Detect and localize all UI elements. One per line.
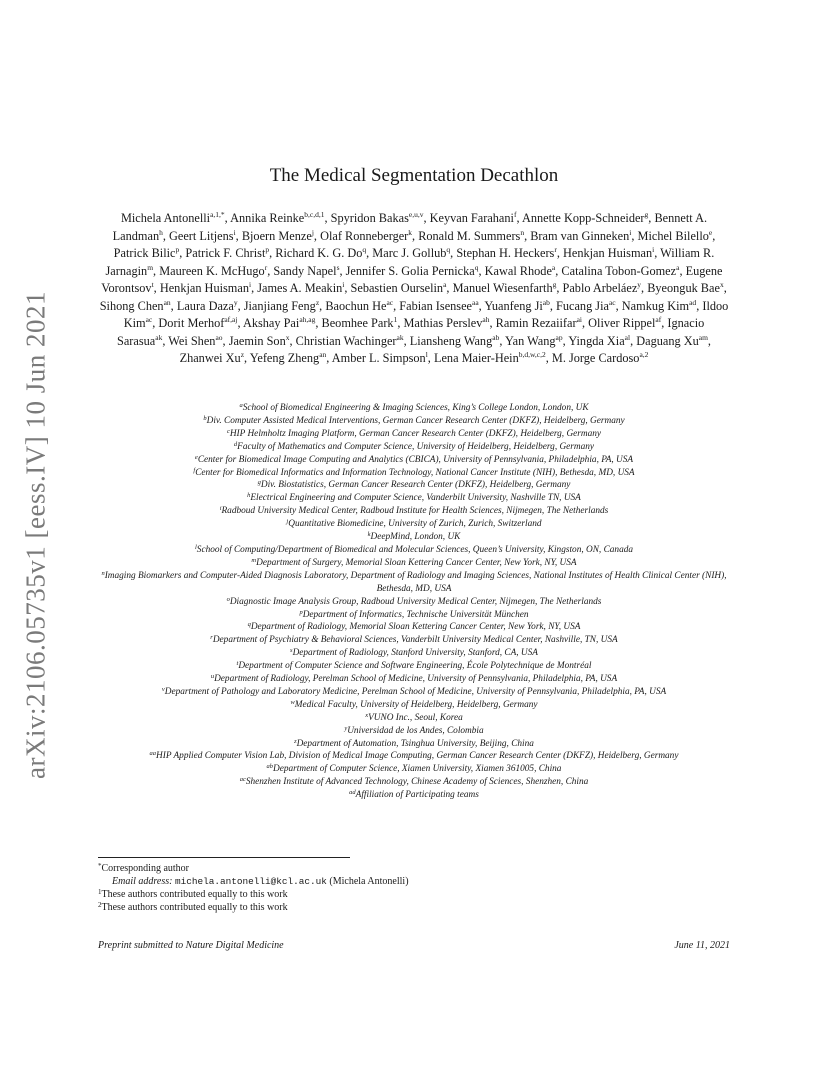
author-affiliation-mark: y <box>233 297 238 307</box>
affiliation-mark: e <box>194 453 198 461</box>
author-name: Henkjan Huisman <box>563 246 653 260</box>
affiliation <box>98 621 730 634</box>
author-name: Yefeng Zheng <box>249 351 320 365</box>
author-affiliation-mark: ak <box>155 332 163 342</box>
author-name: Manuel Wiesenfarth <box>452 281 553 295</box>
affiliation-mark: u <box>210 673 215 681</box>
author-name: Kawal Rhode <box>484 263 552 278</box>
author-name: Daguang Xu <box>636 333 699 348</box>
affiliation-text: Imaging Biomarkers and Computer-Aided Diagnosis Laboratory, Department of Radiology and Imaging Sciences, National Institutes of Health Clinical Center (NIH), Bethesda, MD, USA <box>104 570 727 594</box>
author-affiliation-mark: y <box>637 280 642 289</box>
affiliation-mark: z <box>294 737 297 745</box>
author-name: Baochun He <box>325 298 387 313</box>
author-list: Michela Antonelli$^{a,1,*}$, Annika Reinke$^{b,c,d,1}$, Spyridon Bakas$^{e,u,v}$, Keyvan Farahani$^f$, Annette Kopp-Schneider$^g$, Bennett A. Landman$^h$, Geert Litjens$^i$, Bjoern Menze$^j$, Olaf Ronneberger$^k$, Ronald M. Summers$^n$, Bram van Ginneken$^i$, Michel Bilello$^e$, Patrick Bilic$^p$, Patrick F. Christ$^p$, Richard K. G. Do$^q$, Marc J. Gollub$^q$, Stephan H. Heckers$^r$, Henkjan Huisman$^i$, William R. Jarnagin$^m$, Maureen K. McHugo$^r$, Sandy Napel$^s$, Jennifer S. Golia Pernicka$^q$, Kawal Rhode$^a$, Catalina Tobon-Gomez$^a$, Eugene Vorontsov$^t$, Henkjan Huisman$^i$, James A. Meakin$^i$, Sebastien Ourselin$^a$, Manuel Wiesenfarth$^g$, Pablo Arbeláez$^y$, Byeonguk Bae$^x$, Sihong Chen$^{an}$, Laura Daza$^y$, Jianjiang Feng$^z$, Baochun $He^{ac}$, Fabian Isensee$^{aa}$, Yuanfeng $Ji^{ab}$, Fucang Jia$^{ac}$, Namkug Kim$^{ad}$, Ildoo Kim$^{ac}$, Dorit Merhof$^{af,aj}$, Akshay Pai$^{ah,ag}$, Beomhee Park$^1$, Mathias Perslev$^{ah}$, Ramin Rezaiifar$^{ai}$, Oliver Rippel$^{af}$, Ignacio Sarasua$^{ak}$, Wei Shen$^{ao}$, Jaemin Son$^x$, Christian Wachinger$^{ak}$, Liansheng Wang$^{ab}$, Yan Wang$^{ap}$, Yingda Xia$^{al}$, Daguang $Xu^{am}$, Zhanwei Xu$^z$, Yefeng Zheng$^{an}$, Amber L. Simpson$^l$, Lena Maier-Hein$^{b,d,w,c,2}$, M. Jorge Cardoso$^{a,2}$ <box>99 210 729 365</box>
author-affiliation-mark: e <box>708 227 713 237</box>
author <box>563 281 642 295</box>
author <box>180 351 244 365</box>
affiliation-text: Shenzhen Institute of Advanced Technology, Chinese Academy of Sciences, Shenzhen, China <box>245 777 589 788</box>
author-name: Bjoern Menze <box>241 228 312 243</box>
author <box>522 211 648 225</box>
affiliation-text: Medical Faculty, University of Heidelberg, Heidelberg, Germany <box>294 699 538 710</box>
footer-date: June 11, 2021 <box>674 940 730 951</box>
author-affiliation-mark: e,u,v <box>408 210 424 219</box>
author <box>561 264 679 278</box>
author-name: Jaemin Son <box>228 333 286 348</box>
author <box>418 229 524 243</box>
author-name: Geert Litjens <box>169 228 234 243</box>
author-name: Ronald M. Summers <box>418 228 521 243</box>
author-affiliation-mark: ab <box>492 332 500 342</box>
affiliation-mark: m <box>251 556 257 564</box>
affiliation <box>98 634 730 647</box>
author-affiliation-mark: ah <box>482 315 490 324</box>
author <box>622 299 696 313</box>
author-affiliation-mark: ac <box>386 297 394 307</box>
author <box>505 334 563 348</box>
affiliation-text: Department of Surgery, Memorial Sloan Kettering Cancer Center, New York, NY, USA <box>256 557 577 568</box>
author-affiliation-mark: an <box>163 297 171 307</box>
email-address[interactable]: michela.antonelli@kcl.ac.uk <box>174 876 327 887</box>
affiliation-mark: p <box>299 608 303 616</box>
affiliation-text: School of Biomedical Engineering & Imaging Sciences, King’s College London, London, UK <box>242 403 589 413</box>
footnotes <box>98 862 730 914</box>
affiliation <box>98 570 730 596</box>
affiliation-mark: r <box>210 634 213 642</box>
author <box>434 351 546 365</box>
affiliation-text: DeepMind, London, UK <box>370 532 461 543</box>
author-affiliation-mark: aa <box>472 297 479 307</box>
author <box>552 351 649 365</box>
author-affiliation-mark: p <box>265 245 270 254</box>
author-affiliation-mark: f <box>513 210 517 219</box>
affiliation-text: School of Computing/Department of Biomedical and Molecular Sciences, Queen’s University, Kingston, ON, Canada <box>196 544 634 555</box>
author <box>243 316 315 330</box>
author-affiliation-mark: s <box>336 262 340 272</box>
affiliation <box>98 454 730 467</box>
affiliation <box>98 479 730 492</box>
affiliation <box>98 725 730 738</box>
affiliation-text: Universidad de los Andes, Colombia <box>347 725 484 736</box>
author-affiliation-mark: i <box>248 280 252 289</box>
author-affiliation-mark: j <box>311 227 314 237</box>
affiliation <box>98 467 730 480</box>
author-name: Liansheng Wang <box>409 333 493 348</box>
affiliation-mark: i <box>219 505 222 513</box>
affiliation-mark: v <box>161 685 165 693</box>
author-affiliation-mark: q <box>446 245 451 254</box>
affiliation <box>98 660 730 673</box>
author-name: Richard K. G. Do <box>275 246 363 260</box>
affiliation-mark: t <box>236 660 239 668</box>
affiliation <box>98 789 730 802</box>
affiliation <box>98 415 730 428</box>
author <box>229 334 290 348</box>
author-name: Wei Shen <box>168 333 216 348</box>
author-name: Yuanfeng Ji <box>484 298 543 313</box>
author-affiliation-mark: ah,ag <box>299 315 316 324</box>
affiliation-mark: ac <box>239 776 246 784</box>
author-name: Beomhee Park <box>321 316 394 330</box>
author-affiliation-mark: x <box>719 280 724 289</box>
affiliation-list <box>98 402 730 802</box>
author-name: Laura Daza <box>176 298 234 313</box>
author-name: James A. Meakin <box>257 281 343 295</box>
affiliation-text: Department of Psychiatry & Behavioral Sciences, Vanderbilt University Medical Center, Nashville, TN, USA <box>212 635 618 646</box>
author-affiliation-mark: af,aj <box>224 315 238 324</box>
affiliation-mark: h <box>247 492 251 500</box>
author-affiliation-mark: b,c,d,1 <box>304 210 325 219</box>
affiliation-text: Department of Computer Science and Software Engineering, École Polytechnique de Montréal <box>238 661 592 672</box>
affiliation-text: Department of Radiology, Perelman School of Medicine, University of Pennsylvania, Philadelphia, PA, USA <box>214 674 618 685</box>
corresponding-author-note: *Corresponding author <box>98 862 189 874</box>
author-affiliation-mark: ak <box>396 332 404 342</box>
affiliation-mark: w <box>290 698 295 706</box>
equal-contribution-note-2: $^2$These authors contributed equally to this work <box>98 901 288 913</box>
author-affiliation-mark: i <box>342 280 345 289</box>
author-name: Christian Wachinger <box>295 333 397 348</box>
author <box>158 316 237 330</box>
author-affiliation-mark: q <box>362 245 367 254</box>
affiliation <box>98 763 730 776</box>
affiliation-text: HIP Applied Computer Vision Lab, Division of Medical Image Computing, German Cancer Research Center (DKFZ), Heidelberg, Germany <box>156 751 679 762</box>
email-line <box>98 875 730 888</box>
author-affiliation-mark: b,d,w,c,2 <box>518 350 546 359</box>
author-affiliation-mark: ao <box>215 332 223 342</box>
author <box>351 281 447 295</box>
author-name: Maureen K. McHugo <box>159 263 265 278</box>
author <box>588 316 661 330</box>
affiliation-text: Radboud University Medical Center, Radboud Institute for Health Sciences, Nijmegen, The Netherlands <box>221 506 609 517</box>
author-name: Jennifer S. Golia Pernicka <box>345 263 475 278</box>
affiliation <box>98 557 730 570</box>
author <box>320 229 412 243</box>
author-name: Mathias Perslev <box>403 316 483 330</box>
author-name: Patrick Bilic <box>113 246 176 260</box>
author <box>325 299 393 313</box>
paper-title: The Medical Segmentation Decathlon <box>269 165 559 186</box>
author-name: Annika Reinke <box>230 211 305 225</box>
author-name: Fucang Jia <box>556 298 609 313</box>
author-name: Ramin Rezaiifar <box>495 316 577 330</box>
author <box>399 299 478 313</box>
author <box>275 246 366 260</box>
author <box>168 334 222 348</box>
author-affiliation-mark: i <box>233 227 236 237</box>
author <box>484 299 550 313</box>
author-name: Henkjan Huisman <box>159 281 249 295</box>
author-name: Annette Kopp-Schneider <box>521 211 645 225</box>
author-name: Fabian Isensee <box>399 298 472 313</box>
preprint-note: Preprint submitted to Nature Digital Medicine <box>98 940 284 951</box>
affiliation-mark: q <box>247 621 251 629</box>
author <box>410 334 500 348</box>
author-affiliation-mark: al <box>624 332 631 342</box>
affiliation-text: Center for Biomedical Informatics and Information Technology, National Cancer Institute (NIH), Bethesda, MD, USA <box>195 467 635 478</box>
author <box>346 264 479 278</box>
author <box>638 229 713 243</box>
author-affiliation-mark: x <box>285 332 290 342</box>
author-name: Yan Wang <box>505 333 556 348</box>
author-affiliation-mark: t <box>151 280 154 289</box>
affiliation-mark: o <box>226 595 230 603</box>
affiliation <box>98 402 730 415</box>
author <box>159 264 267 278</box>
author <box>169 229 236 243</box>
affiliation <box>98 686 730 699</box>
author-name: Ignacio Sarasua <box>116 316 705 348</box>
affiliation-mark: a <box>239 402 243 409</box>
affiliation <box>98 750 730 763</box>
author <box>230 211 324 225</box>
author-affiliation-mark: h <box>159 227 163 237</box>
affiliation <box>98 776 730 789</box>
author-affiliation-mark: ac <box>145 315 153 324</box>
author <box>296 334 404 348</box>
affiliation <box>98 647 730 660</box>
affiliation-text: VUNO Inc., Seoul, Korea <box>368 712 463 723</box>
affiliation-mark: d <box>233 440 238 448</box>
affiliation <box>98 531 730 544</box>
author-name: Dorit Merhof <box>158 316 225 330</box>
author <box>372 246 450 260</box>
author-affiliation-mark: p <box>175 245 180 254</box>
author-affiliation-mark: a,2 <box>639 350 649 359</box>
author-affiliation-mark: a <box>676 262 680 272</box>
author-name: Catalina Tobon-Gomez <box>561 263 677 278</box>
author-affiliation-mark: 1 <box>393 315 398 324</box>
affiliation <box>98 738 730 751</box>
author-affiliation-mark: ac <box>608 297 616 307</box>
author-name: Jianjiang Feng <box>243 298 316 313</box>
affiliation-mark: ad <box>349 789 356 797</box>
page-footer <box>98 940 730 951</box>
affiliation-text: Center for Biomedical Image Computing and Analytics (CBICA), University of Pennsylvania, Philadelphia, PA, USA <box>197 454 634 465</box>
author-affiliation-mark: ab <box>542 297 550 307</box>
affiliation <box>98 596 730 609</box>
author-affiliation-mark: q <box>474 262 479 272</box>
affiliation <box>98 492 730 505</box>
author-name: Olaf Ronneberger <box>320 228 409 243</box>
affiliation <box>98 544 730 557</box>
author-affiliation-mark: g <box>644 210 649 219</box>
affiliation-mark: x <box>365 711 369 719</box>
affiliation-text: Diagnostic Image Analysis Group, Radboud University Medical Center, Nijmegen, The Netherlands <box>229 596 602 607</box>
author-affiliation-mark: z <box>315 297 320 307</box>
author <box>322 316 398 330</box>
email-owner: (Michela Antonelli) <box>329 876 409 887</box>
author <box>244 299 319 313</box>
author <box>647 281 724 295</box>
affiliation-mark: y <box>344 724 348 732</box>
author-name: Akshay Pai <box>242 316 300 330</box>
author-affiliation-mark: r <box>264 262 268 272</box>
author-affiliation-mark: z <box>240 350 245 359</box>
author <box>568 334 630 348</box>
author-affiliation-mark: am <box>698 332 708 342</box>
footnote-divider <box>98 857 350 858</box>
author-name: Sihong Chen <box>99 298 164 313</box>
affiliation-text: Department of Informatics, Technische Universität München <box>302 609 529 620</box>
affiliation-mark: s <box>290 647 293 655</box>
author-name: Michela Antonelli <box>120 211 211 225</box>
author <box>485 264 556 278</box>
author-name: Patrick F. Christ <box>185 246 266 260</box>
affiliation-text: Electrical Engineering and Computer Science, Vanderbilt University, Nashville TN, USA <box>250 493 581 504</box>
author-name: Yingda Xia <box>568 333 625 348</box>
affiliation-mark: g <box>257 479 261 487</box>
author-affiliation-mark: l <box>425 350 428 359</box>
equal-contribution-note-1: $^1$These authors contributed equally to this work <box>98 888 288 900</box>
author-name: Byeonguk Bae <box>647 281 720 295</box>
author <box>160 281 251 295</box>
affiliation-mark: j <box>286 518 289 526</box>
author-name: Lena Maier-Hein <box>433 351 519 365</box>
affiliation-text: Department of Pathology and Laboratory Medicine, Perelman School of Medicine, University of Pennsylvania, Philadelphia, PA, USA <box>164 686 667 697</box>
author-affiliation-mark: i <box>652 245 655 254</box>
email-label: Email address: <box>112 876 173 887</box>
affiliation-mark: l <box>194 543 197 551</box>
author <box>403 316 489 330</box>
author <box>331 211 424 225</box>
author-affiliation-mark: a <box>443 280 447 289</box>
affiliation-mark: k <box>367 531 371 539</box>
affiliation-mark: aa <box>149 750 157 758</box>
affiliation <box>98 712 730 725</box>
author <box>496 316 582 330</box>
author-name: M. Jorge Cardoso <box>551 351 640 365</box>
affiliation-text: Department of Radiology, Memorial Sloan Kettering Cancer Center, New York, NY, USA <box>250 622 581 633</box>
author-name: Michel Bilello <box>637 228 709 243</box>
author-affiliation-mark: m <box>147 262 154 272</box>
author <box>556 299 616 313</box>
author <box>121 211 225 225</box>
author-name: Namkug Kim <box>621 298 690 313</box>
author-affiliation-mark: g <box>552 280 557 289</box>
author-name: Sandy Napel <box>273 263 337 278</box>
author-affiliation-mark: r <box>554 245 557 254</box>
author-name: Oliver Rippel <box>588 316 656 330</box>
author <box>636 334 708 348</box>
affiliation-text: HIP Helmholtz Imaging Platform, German Cancer Research Center (DKFZ), Heidelberg, Germany <box>229 428 602 439</box>
author-name: Zhanwei Xu <box>179 351 241 365</box>
affiliation-text: Department of Automation, Tsinghua University, Beijing, China <box>296 738 534 749</box>
author-affiliation-mark: n <box>520 227 525 237</box>
author <box>332 351 428 365</box>
affiliation-mark: ab <box>266 763 274 771</box>
author-name: Sebastien Ourselin <box>350 281 444 295</box>
arxiv-side-stamp <box>12 290 60 780</box>
affiliation-mark: n <box>101 569 105 577</box>
affiliation-text: Department of Radiology, Stanford University, Stanford, CA, USA <box>292 648 538 659</box>
affiliation <box>98 518 730 531</box>
author <box>100 299 171 313</box>
author-name: Pablo Arbeláez <box>562 281 638 295</box>
author-name: Ildoo Kim <box>123 298 729 330</box>
author-name: Spyridon Bakas <box>330 211 409 225</box>
author-affiliation-mark: ad <box>689 297 697 307</box>
author-affiliation-mark: a <box>551 262 556 272</box>
author-name: Bram van Ginneken <box>530 228 630 243</box>
affiliation-mark: c <box>226 427 230 435</box>
author <box>177 299 238 313</box>
author <box>273 264 339 278</box>
affiliation <box>98 609 730 622</box>
author <box>430 211 517 225</box>
affiliation <box>98 673 730 686</box>
author-name: Bennett A. Landman <box>112 211 708 243</box>
affiliation-text: Department of Computer Science, Xiamen University, Xiamen 361005, China <box>273 764 562 775</box>
author-affiliation-mark: an <box>319 350 327 359</box>
author <box>250 351 327 365</box>
author-name: Eugene Vorontsov <box>101 263 723 295</box>
affiliation-mark: b <box>203 414 207 422</box>
author-affiliation-mark: ai <box>576 315 582 324</box>
author-affiliation-mark: a,1,* <box>210 210 225 219</box>
author <box>242 229 314 243</box>
author-affiliation-mark: k <box>408 227 413 237</box>
author-name: Amber L. Simpson <box>331 351 426 365</box>
author <box>257 281 344 295</box>
author-affiliation-mark: af <box>655 315 662 324</box>
affiliation-text: Affiliation of Participating teams <box>355 790 479 801</box>
author <box>185 246 269 260</box>
affiliation <box>98 441 730 454</box>
affiliation-text: Div. Computer Assisted Medical Interventions, German Cancer Research Center (DKFZ), Heidelberg, Germany <box>206 415 625 426</box>
affiliation-text: Faculty of Mathematics and Computer Science, University of Heidelberg, Heidelberg, Germany <box>237 441 595 452</box>
author <box>453 281 557 295</box>
affiliation-mark: f <box>193 466 196 474</box>
arxiv-identifier: arXiv:2106.05735v1 [eess.IV] 10 Jun 2021 <box>20 291 51 779</box>
affiliation-text: Quantitative Biomedicine, University of Zurich, Zurich, Switzerland <box>288 519 542 530</box>
affiliation <box>98 428 730 441</box>
author-name: William R. Jarnagin <box>105 246 715 278</box>
author <box>114 246 180 260</box>
author <box>456 246 557 260</box>
author-name: Marc J. Gollub <box>372 246 447 260</box>
affiliation <box>98 505 730 518</box>
author-affiliation-mark: ap <box>555 332 563 342</box>
author-affiliation-mark: i <box>629 227 632 237</box>
author-name: Stephan H. Heckers <box>456 246 555 260</box>
affiliation-text: Div. Biostatistics, German Cancer Research Center (DKFZ), Heidelberg, Germany <box>260 480 571 491</box>
author-name: Keyvan Farahani <box>429 211 514 225</box>
affiliation <box>98 699 730 712</box>
author <box>530 229 631 243</box>
author <box>563 246 654 260</box>
